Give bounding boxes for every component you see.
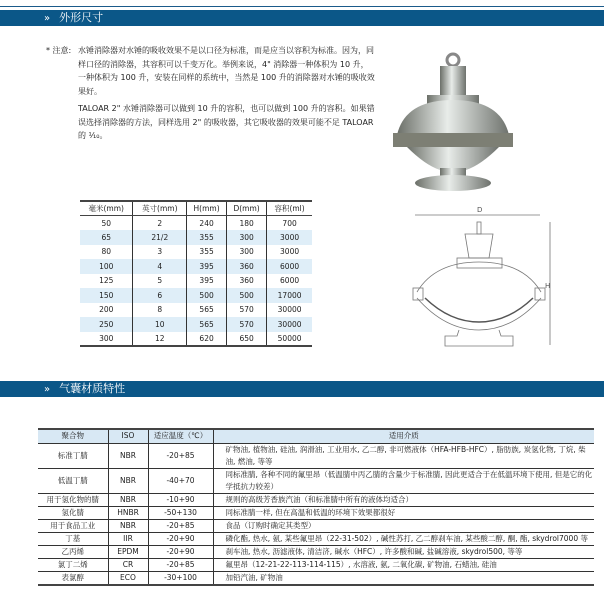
table-cell: HNBR — [108, 506, 148, 519]
table-row — [38, 468, 594, 493]
table-cell: -20+85 — [148, 519, 213, 532]
h-label: H — [545, 282, 551, 290]
table-cell: 3000 — [267, 245, 312, 260]
table-row — [80, 274, 312, 289]
table-cell: -20+90 — [148, 532, 213, 545]
table-cell: NBR — [108, 468, 148, 493]
table-cell: 氟里昂（12-21-22-113-114-115）, 水溶液, 氨, 二氧化碳, 矿物油, 石蜡油, 硅油 — [213, 558, 594, 571]
table-cell: 丁基 — [38, 532, 108, 545]
table-row — [80, 288, 312, 303]
table-cell: 565 — [187, 303, 227, 318]
chevron-icon: » — [44, 13, 51, 24]
table-cell: -10+90 — [148, 493, 213, 506]
table-cell: 50 — [101, 218, 111, 228]
table-cell: 刹车油, 热水, 沥滤液体, 清洁济, 碱水（HFC）, 许多酸和碱, 盐碱溶液, skydrol500, 等等 — [213, 545, 594, 558]
table-cell: 乙丙烯 — [38, 545, 108, 558]
table-cell: 用于食品工业 — [38, 519, 108, 532]
chevron-icon: » — [44, 384, 51, 395]
dimension-drawing — [385, 200, 585, 350]
section-header-materials — [0, 381, 604, 397]
table-row — [38, 519, 594, 532]
col-header: 聚合物 — [38, 429, 108, 443]
table-cell: 食品（订购时确定其类型） — [213, 519, 594, 532]
table-row — [38, 558, 594, 571]
table-cell: 加铅汽油, 矿物油 — [213, 571, 594, 585]
table-cell: EPDM — [108, 545, 148, 558]
table-cell: -40+70 — [148, 468, 213, 493]
table-cell: 标准丁腈 — [38, 443, 108, 468]
note-block — [46, 44, 376, 143]
table-cell: 300 — [80, 332, 133, 347]
table-cell: 355 — [187, 230, 227, 245]
table-cell: 80 — [101, 247, 111, 257]
table-cell: 250 — [80, 317, 133, 332]
table-cell: 500 — [227, 288, 267, 303]
col-header: 毫米(mm) — [80, 201, 133, 216]
col-header: 容积(ml) — [267, 201, 312, 216]
table-cell: IIR — [108, 532, 148, 545]
table-cell: 620 — [187, 332, 227, 347]
table-row — [80, 303, 312, 318]
col-header: D(mm) — [227, 201, 267, 216]
table-cell: 395 — [187, 259, 227, 274]
dimensions-table — [80, 200, 312, 347]
table-cell: ECO — [108, 571, 148, 585]
table-cell: 100 — [80, 259, 133, 274]
note-label: * 注意: — [46, 46, 72, 55]
col-header: H(mm) — [187, 201, 227, 216]
table-row — [38, 571, 594, 585]
table-row — [38, 532, 594, 545]
col-header: 适用介质 — [213, 429, 594, 443]
table-cell: 17000 — [267, 288, 312, 303]
top-rule — [0, 6, 604, 7]
table-cell: 规则的高级芳香族汽油（和标准腈中所有的液体均适合） — [213, 493, 594, 506]
table-cell: 10 — [133, 317, 187, 332]
table-cell: 氯丁二烯 — [38, 558, 108, 571]
table-cell: 低温丁腈 — [38, 468, 108, 493]
table-row — [80, 216, 312, 231]
table-cell: 矿物油, 植物油, 硅油, 润滑油, 工业用水, 乙二醇, 非可燃液体（HFA-HFB-HFC）, 脂肪族, 炭氢化物, 丁烷, 柴油, 燃油, 等等 — [213, 443, 594, 468]
table-cell: 磷化酯, 热水, 氨, 某些氟里昂（22-31-502）, 碱性苏打, 乙二醇刹车油, 某些酸二醇, 酮, 酯, skydrol7000 等 — [213, 532, 594, 545]
table-row — [80, 259, 312, 274]
table-cell: 65 — [80, 230, 133, 245]
table-cell: -20+85 — [148, 443, 213, 468]
table-row — [38, 506, 594, 519]
col-header: 适应温度（℃） — [148, 429, 213, 443]
table-cell: 125 — [99, 276, 114, 286]
d-label: D — [477, 206, 483, 214]
table-cell: 240 — [187, 216, 227, 231]
materials-table — [38, 428, 594, 586]
table-cell: 50000 — [267, 332, 312, 347]
table-cell: 5 — [133, 274, 187, 289]
col-header: ISO — [108, 429, 148, 443]
section-title: 气囊材质特性 — [59, 382, 126, 395]
col-header: 英寸(mm) — [133, 201, 187, 216]
section-title: 外形尺寸 — [59, 11, 104, 24]
table-cell: 360 — [227, 259, 267, 274]
table-cell: CR — [108, 558, 148, 571]
table-cell: 表氯醇 — [38, 571, 108, 585]
table-cell: 300 — [227, 230, 267, 245]
table-row — [38, 493, 594, 506]
table-cell: 355 — [187, 245, 227, 260]
table-cell: 30000 — [267, 303, 312, 318]
table-cell: 2 — [133, 216, 187, 231]
table-cell: 3000 — [267, 230, 312, 245]
note-paragraph-1: 水锤消除器对水锤的吸收效果不是以口径为标准，而是应当以容积为标准。因为，同样口径的消除器，其容积可以千变万化。举例来说，4" 消除器一种体积为 10 升，一种体积为 100 升，安装在同样的系统中，当然是 100 升的消除器对水锤的吸收效果好。 — [78, 46, 375, 96]
table-cell: 300 — [227, 245, 267, 260]
note-paragraph-2: TALOAR 2" 水锤消除器可以做到 10 升的容积，也可以做到 100 升的容积。如果错误选择消除器的方法，同样选用 2" 的吸收器，其它吸收器的效果可能不足 TALOAR 的 ⅒。 — [78, 104, 375, 140]
table-cell: -50+130 — [148, 506, 213, 519]
table-cell: 4 — [133, 259, 187, 274]
table-cell: 6 — [133, 288, 187, 303]
table-row — [80, 332, 312, 347]
table-cell: 8 — [133, 303, 187, 318]
table-cell: 570 — [227, 303, 267, 318]
table-cell: NBR — [108, 519, 148, 532]
table-row — [80, 230, 312, 245]
table-row — [38, 443, 594, 468]
table-cell: -20+90 — [148, 545, 213, 558]
table-cell: 360 — [227, 274, 267, 289]
table-cell: 21/2 — [133, 230, 187, 245]
table-cell: 同标准腈, 各种不同的氟里昂（低温腈中丙乙腈的含量少于标准腈, 因此更适合于在低温环境下使用, 但是它的化学抵抗力较差） — [213, 468, 594, 493]
table-cell: 395 — [187, 274, 227, 289]
table-cell: 同标准腈一样, 但在高温和低温的环境下效果都很好 — [213, 506, 594, 519]
table-row — [80, 317, 312, 332]
product-photo — [385, 40, 530, 195]
table-cell: 650 — [227, 332, 267, 347]
table-cell: 6000 — [267, 259, 312, 274]
table-cell: 12 — [133, 332, 187, 347]
table-row — [38, 545, 594, 558]
table-cell: 200 — [99, 305, 114, 315]
table-cell: 700 — [267, 216, 312, 231]
table-cell: 3 — [133, 245, 187, 260]
table-cell: NBR — [108, 493, 148, 506]
table-row — [80, 245, 312, 260]
table-cell: -20+85 — [148, 558, 213, 571]
table-cell: 500 — [187, 288, 227, 303]
table-cell: 用于氢化物的腈 — [38, 493, 108, 506]
section-header-dimensions — [0, 10, 604, 26]
table-cell: 565 — [187, 317, 227, 332]
table-cell: 150 — [80, 288, 133, 303]
table-cell: NBR — [108, 443, 148, 468]
table-cell: -30+100 — [148, 571, 213, 585]
table-cell: 180 — [227, 216, 267, 231]
table-cell: 氢化腈 — [38, 506, 108, 519]
table-cell: 30000 — [267, 317, 312, 332]
table-cell: 6000 — [267, 274, 312, 289]
table-cell: 570 — [227, 317, 267, 332]
